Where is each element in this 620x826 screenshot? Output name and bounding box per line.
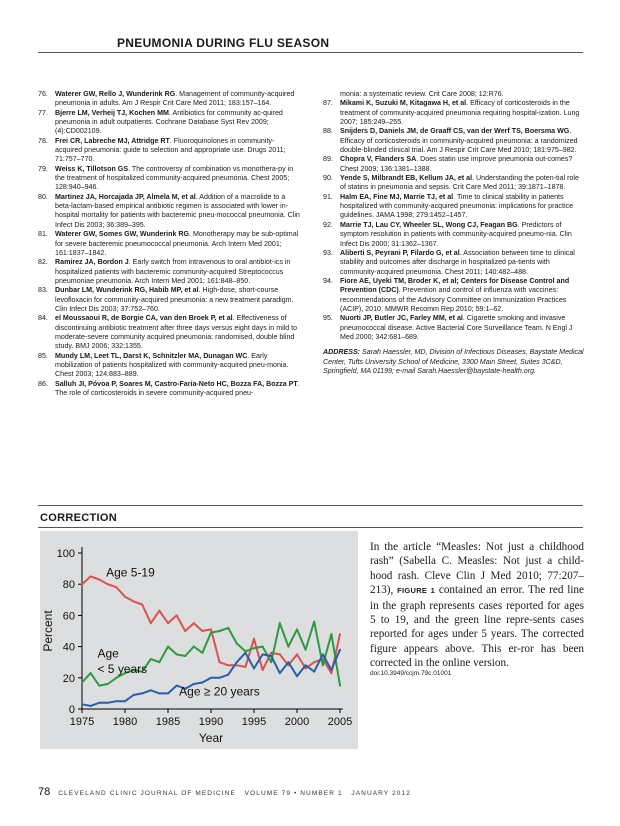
reference-item: [38, 258, 300, 286]
data-point: [253, 638, 255, 640]
data-point: [176, 685, 178, 687]
reference-text: Frei CR, Labreche MJ, Attridge RT. Fluoroquinolones in community-acquired pneumonia: guide to selection and appropriate use. Drugs 2011; 71:757–770.: [55, 136, 286, 164]
data-point: [158, 661, 160, 663]
data-point: [296, 653, 298, 655]
data-point: [322, 664, 324, 666]
data-point: [219, 630, 221, 632]
reference-number: 76.: [38, 90, 48, 98]
data-point: [115, 677, 117, 679]
reference-number: [323, 90, 340, 99]
reference-number: 95.: [323, 314, 333, 323]
y-tick-label: 20: [62, 672, 75, 685]
data-point: [107, 583, 109, 585]
data-point: [124, 596, 126, 598]
reference-text: monia: a systematic review. Crit Care 2008; 12:R76.: [340, 90, 504, 98]
reference-text: Marrie TJ, Lau CY, Wheeler SL, Wong CJ, Feagan BG. Predictors of symptom resolution in patients with community-acquired pneumo-nia. Clin Infect Dis 2000; 31:1362–1367.: [340, 220, 572, 248]
data-point: [330, 633, 332, 635]
data-point: [219, 661, 221, 663]
data-point: [330, 669, 332, 671]
data-point: [81, 681, 83, 683]
reference-text: Yende S, Milbrandt EB, Kellum JA, et al. Understanding the poten-tial role of statins in pneumonia and sepsis. Crit Care Med 2011; 39:1871–1878.: [340, 174, 579, 192]
reference-number: 92.: [323, 220, 333, 229]
data-point: [219, 677, 221, 679]
data-point: [262, 646, 264, 648]
correction-title: CORRECTION: [40, 512, 117, 524]
data-point: [158, 692, 160, 694]
doi: doi:10.3949/ccjm.79c.01001: [370, 670, 452, 677]
section-divider: [38, 505, 583, 506]
section-header: PNEUMONIA DURING FLU SEASON: [117, 36, 330, 50]
correction-text: In the article “Measles: Not just a childhood rash” (Sabella C. Measles: Not just a child-hood rash. Cleve Clin J Med 2010; 77:207–213), FIGURE 1 contained an error. The red line in the graph represents cases reported for ages 5 to 19, and the green line repre-sents cases reported for ages under 5 years. The corrected figure appears above. This er-ror has been corrected in the online version.: [370, 541, 584, 670]
x-tick-label: 1980: [112, 716, 138, 728]
data-point: [244, 666, 246, 668]
data-point: [167, 646, 169, 648]
x-axis-label: Year: [198, 731, 224, 745]
data-point: [158, 610, 160, 612]
data-point: [287, 661, 289, 663]
data-point: [287, 646, 289, 648]
reference-item: [323, 221, 585, 249]
correction-divider: [38, 527, 583, 528]
data-point: [296, 628, 298, 630]
series-label: Age: [97, 646, 119, 661]
reference-number: 90.: [323, 174, 333, 183]
data-point: [201, 681, 203, 683]
reference-item: [38, 314, 300, 351]
data-point: [115, 586, 117, 588]
address-block: ADDRESS: Sarah Haessler, MD, Division of Infectious Diseases, Baystate Medical Center, Tufts University School of Medicine, 3300 Main Street, Suites 3C&D, Springfield, MA 01199; e-mail Sarah.Haessler@baystate-health.org.: [323, 348, 584, 375]
reference-item: [323, 314, 585, 342]
y-tick-label: 100: [56, 548, 75, 560]
data-point: [305, 649, 307, 651]
x-tick-label: 1990: [198, 716, 224, 728]
reference-text: Ramirez JA, Bordon J. Early switch from intravenous to oral antibiot-ics in hospitalized patients with bacteremic community-acquired Streptococcus pneumoniae pneumonia. Arch Intern Med 2001; 161:848–850.: [55, 258, 291, 285]
reference-number: 80.: [38, 192, 48, 201]
reference-number: 77.: [38, 108, 48, 117]
reference-item: [38, 230, 300, 258]
reference-item: [38, 90, 300, 109]
series-line-0: [82, 576, 340, 673]
reference-number: 94.: [323, 276, 333, 285]
x-tick-label: 2000: [284, 716, 310, 728]
issue-date: JANUARY 2012: [351, 790, 411, 797]
data-point: [236, 642, 238, 644]
y-tick-label: 40: [62, 641, 75, 654]
data-point: [107, 702, 109, 704]
data-point: [133, 694, 135, 696]
references-left-column: [38, 90, 300, 398]
reference-number: 83.: [38, 286, 48, 295]
y-tick-label: 80: [62, 579, 75, 592]
y-tick-label: 0: [68, 704, 75, 716]
data-point: [184, 655, 186, 657]
data-point: [270, 652, 272, 654]
data-point: [279, 622, 281, 624]
reference-text: Dunbar LM, Wunderink RG, Habib MP, et al. High-dose, short-course levofloxacin for community-acquired pneumonia: a new treatment paradigm. Clin Infect Dis 2003; 37:752–760.: [55, 286, 294, 313]
data-point: [313, 661, 315, 663]
data-point: [150, 658, 152, 660]
data-point: [81, 703, 83, 705]
data-point: [98, 579, 100, 581]
data-point: [262, 669, 264, 671]
data-point: [227, 627, 229, 629]
data-point: [90, 705, 92, 707]
reference-item: [38, 165, 300, 193]
reference-number: 89.: [323, 155, 333, 164]
reference-item: [323, 155, 585, 174]
series-label: Age 5-19: [106, 565, 155, 580]
data-point: [296, 675, 298, 677]
x-tick-label: 1985: [155, 716, 181, 728]
data-point: [90, 575, 92, 577]
reference-number: 93.: [323, 248, 333, 257]
data-point: [227, 664, 229, 666]
reference-text: Aliberti S, Peyrani P, Filardo G, et al. Association between time to clinical stability and outcomes after discharge in hospitalized pa-tients with community-acquired pneumonia. Chest 2011; 140:482–488.: [340, 248, 575, 276]
journal-name: CLEVELAND CLINIC JOURNAL OF MEDICINE: [58, 790, 236, 797]
data-point: [339, 633, 341, 635]
reference-number: 81.: [38, 230, 48, 239]
data-point: [124, 700, 126, 702]
data-point: [150, 622, 152, 624]
data-point: [279, 653, 281, 655]
x-tick-label: 1975: [69, 716, 95, 728]
data-point: [90, 672, 92, 674]
reference-text: Chopra V, Flanders SA. Does statin use improve pneumonia out-comes? Chest 2009; 136:1381–1388.: [340, 155, 573, 173]
figure-ref: FIGURE 1: [397, 586, 436, 596]
reference-text: el Moussaoui R, de Borgie CA, van den Broek P, et al. Effectiveness of discontinuing antibiotic treatment after three days versus eight days in mild to moderate-severe community acquired pneumonia: randomised, double blind study. BMJ 2006; 332:1355.: [55, 314, 298, 351]
reference-item: [38, 193, 300, 230]
series-label: Age ≥ 20 years: [179, 684, 260, 699]
y-axis-label: Percent: [41, 610, 55, 652]
measles-age-chart: [40, 531, 358, 749]
data-point: [253, 647, 255, 649]
reference-number: 82.: [38, 258, 48, 267]
header-divider: [38, 52, 583, 53]
data-point: [193, 622, 195, 624]
reference-text: Mundy LM, Leet TL, Darst K, Schnitzler MA, Dunagan WC. Early mobilization of patients hospitalized with community-acquired pneu-monia. Chest 2003; 124:883–889.: [55, 351, 289, 379]
data-point: [107, 683, 109, 685]
data-point: [244, 652, 246, 654]
data-point: [167, 622, 169, 624]
reference-text: Salluh JI, Póvoa P, Soares M, Castro-Faria-Neto HC, Bozza FA, Bozza PT. The role of corticosteroids in severe community-acquired pneu-: [55, 379, 300, 397]
reference-item: [323, 90, 585, 99]
data-point: [176, 653, 178, 655]
reference-item: [38, 380, 300, 399]
reference-item: [323, 193, 585, 221]
reference-number: 88.: [323, 127, 333, 136]
data-point: [176, 614, 178, 616]
data-point: [141, 603, 143, 605]
reference-text: Weiss K, Tillotson GS. The controversy of combination vs monothera-py in the treatment of hospitalized community-acquired pneumonia. Chest 2005; 128:940–946.: [55, 164, 294, 192]
data-point: [339, 649, 341, 651]
data-point: [313, 621, 315, 623]
data-point: [150, 689, 152, 691]
data-point: [193, 646, 195, 648]
data-point: [262, 653, 264, 655]
y-tick-label: 60: [62, 610, 75, 623]
reference-text: Waterer GW, Somes GW, Wunderink RG. Monotherapy may be sub-optimal for severe bacteremic pneumococcal pneumonia. Arch Intern Med 2001; 161:1837–1842.: [55, 230, 299, 257]
page-number: 78: [38, 786, 51, 798]
data-point: [98, 685, 100, 687]
reference-item: [38, 286, 300, 314]
references-right-column: [323, 90, 585, 376]
data-point: [227, 674, 229, 676]
reference-number: 79.: [38, 164, 48, 173]
reference-number: 84.: [38, 314, 48, 323]
reference-item: [323, 127, 585, 155]
reference-item: [38, 352, 300, 380]
x-tick-label: 2005: [327, 716, 353, 728]
data-point: [236, 661, 238, 663]
data-point: [81, 583, 83, 585]
data-point: [210, 632, 212, 634]
data-point: [322, 653, 324, 655]
reference-item: [38, 109, 300, 137]
reference-text: Fiore AE, Uyeki TM, Broder K, et al; Centers for Disease Control and Prevention (CDC). Prevention and control of influenza with vaccines: recommendations of the Advisory Committee on Immunization Practices (ACIP), 2010. MMWR Recomm Rep 2010; 59:1–62.: [340, 276, 570, 313]
data-point: [210, 628, 212, 630]
data-point: [339, 685, 341, 687]
data-point: [253, 667, 255, 669]
data-point: [201, 652, 203, 654]
reference-number: 87.: [323, 99, 333, 108]
data-point: [270, 661, 272, 663]
data-point: [184, 630, 186, 632]
reference-text: Snijders D, Daniels JM, de Graaff CS, van der Werf TS, Boersma WG. Efficacy of corticosteroids in community-acquired pneumonia: a randomized double-blinded clinical trial. Am J Respir Crit Care Med 2010; 181:975–982.: [340, 127, 578, 155]
reference-text: Bjerre LM, Verheij TJ, Kochen MM. Antibiotics for community ac-quired pneumonia in adult outpatients. Cochrane Database Syst Rev 2009; (4):CD002109.: [55, 108, 283, 136]
reference-text: Mikami K, Suzuki M, Kitagawa H, et al. Efficacy of corticosteroids in the treatment of community-acquired pneumonia requiring hospital-ization. Lung 2007; 185:249–255.: [340, 99, 580, 127]
data-point: [115, 700, 117, 702]
data-point: [167, 692, 169, 694]
reference-item: [323, 277, 585, 314]
data-point: [210, 677, 212, 679]
data-point: [98, 702, 100, 704]
data-point: [270, 655, 272, 657]
issue-number: NUMBER 1: [300, 790, 343, 797]
data-point: [305, 664, 307, 666]
reference-number: 78.: [38, 136, 48, 145]
reference-text: Martinez JA, Horcajada JP, Almela M, et al. Addition of a macrolide to a beta-lactam-based empirical antibiotic regimen is associated with lower in-hospital mortality for patients with bacteremic pneu-mococcal pneumonia. Clin Infect Dis 2003; 36:389–395.: [55, 192, 300, 229]
reference-item: [38, 137, 300, 165]
reference-number: 85.: [38, 351, 48, 360]
data-point: [133, 600, 135, 602]
reference-item: [323, 249, 585, 277]
reference-text: Waterer GW, Rello J, Wunderink RG. Management of community-acquired pneumonia in adults. Am J Respir Crit Care Med 2011; 183:157–164.: [55, 90, 295, 108]
reference-text: Halm EA, Fine MJ, Marrie TJ, et al. Time to clinical stability in patients hospitalized with community-acquired pneumonia: implications for practice guidelines. JAMA 1998; 279:1452–1457.: [340, 192, 574, 220]
volume: VOLUME 79: [244, 790, 292, 797]
reference-number: 86.: [38, 379, 48, 388]
series-label: < 5 years: [97, 662, 148, 677]
reference-item: [323, 99, 585, 127]
data-point: [313, 671, 315, 673]
page-footer: 78 CLEVELAND CLINIC JOURNAL OF MEDICINE VOLUME 79 • NUMBER 1 JANUARY 2012: [38, 786, 411, 798]
reference-number: 91.: [323, 192, 333, 201]
reference-item: [323, 174, 585, 193]
data-point: [201, 630, 203, 632]
reference-text: Nuorti JP, Butler JC, Farley MM, et al. Cigarette smoking and invasive pneumococcal disease. Active Bacterial Core Surveillance Team. N Engl J Med 2000; 342:681–689.: [340, 314, 573, 341]
x-tick-label: 1995: [241, 716, 267, 728]
data-point: [330, 672, 332, 674]
data-point: [279, 672, 281, 674]
data-point: [141, 692, 143, 694]
chart-panel: [40, 531, 358, 749]
